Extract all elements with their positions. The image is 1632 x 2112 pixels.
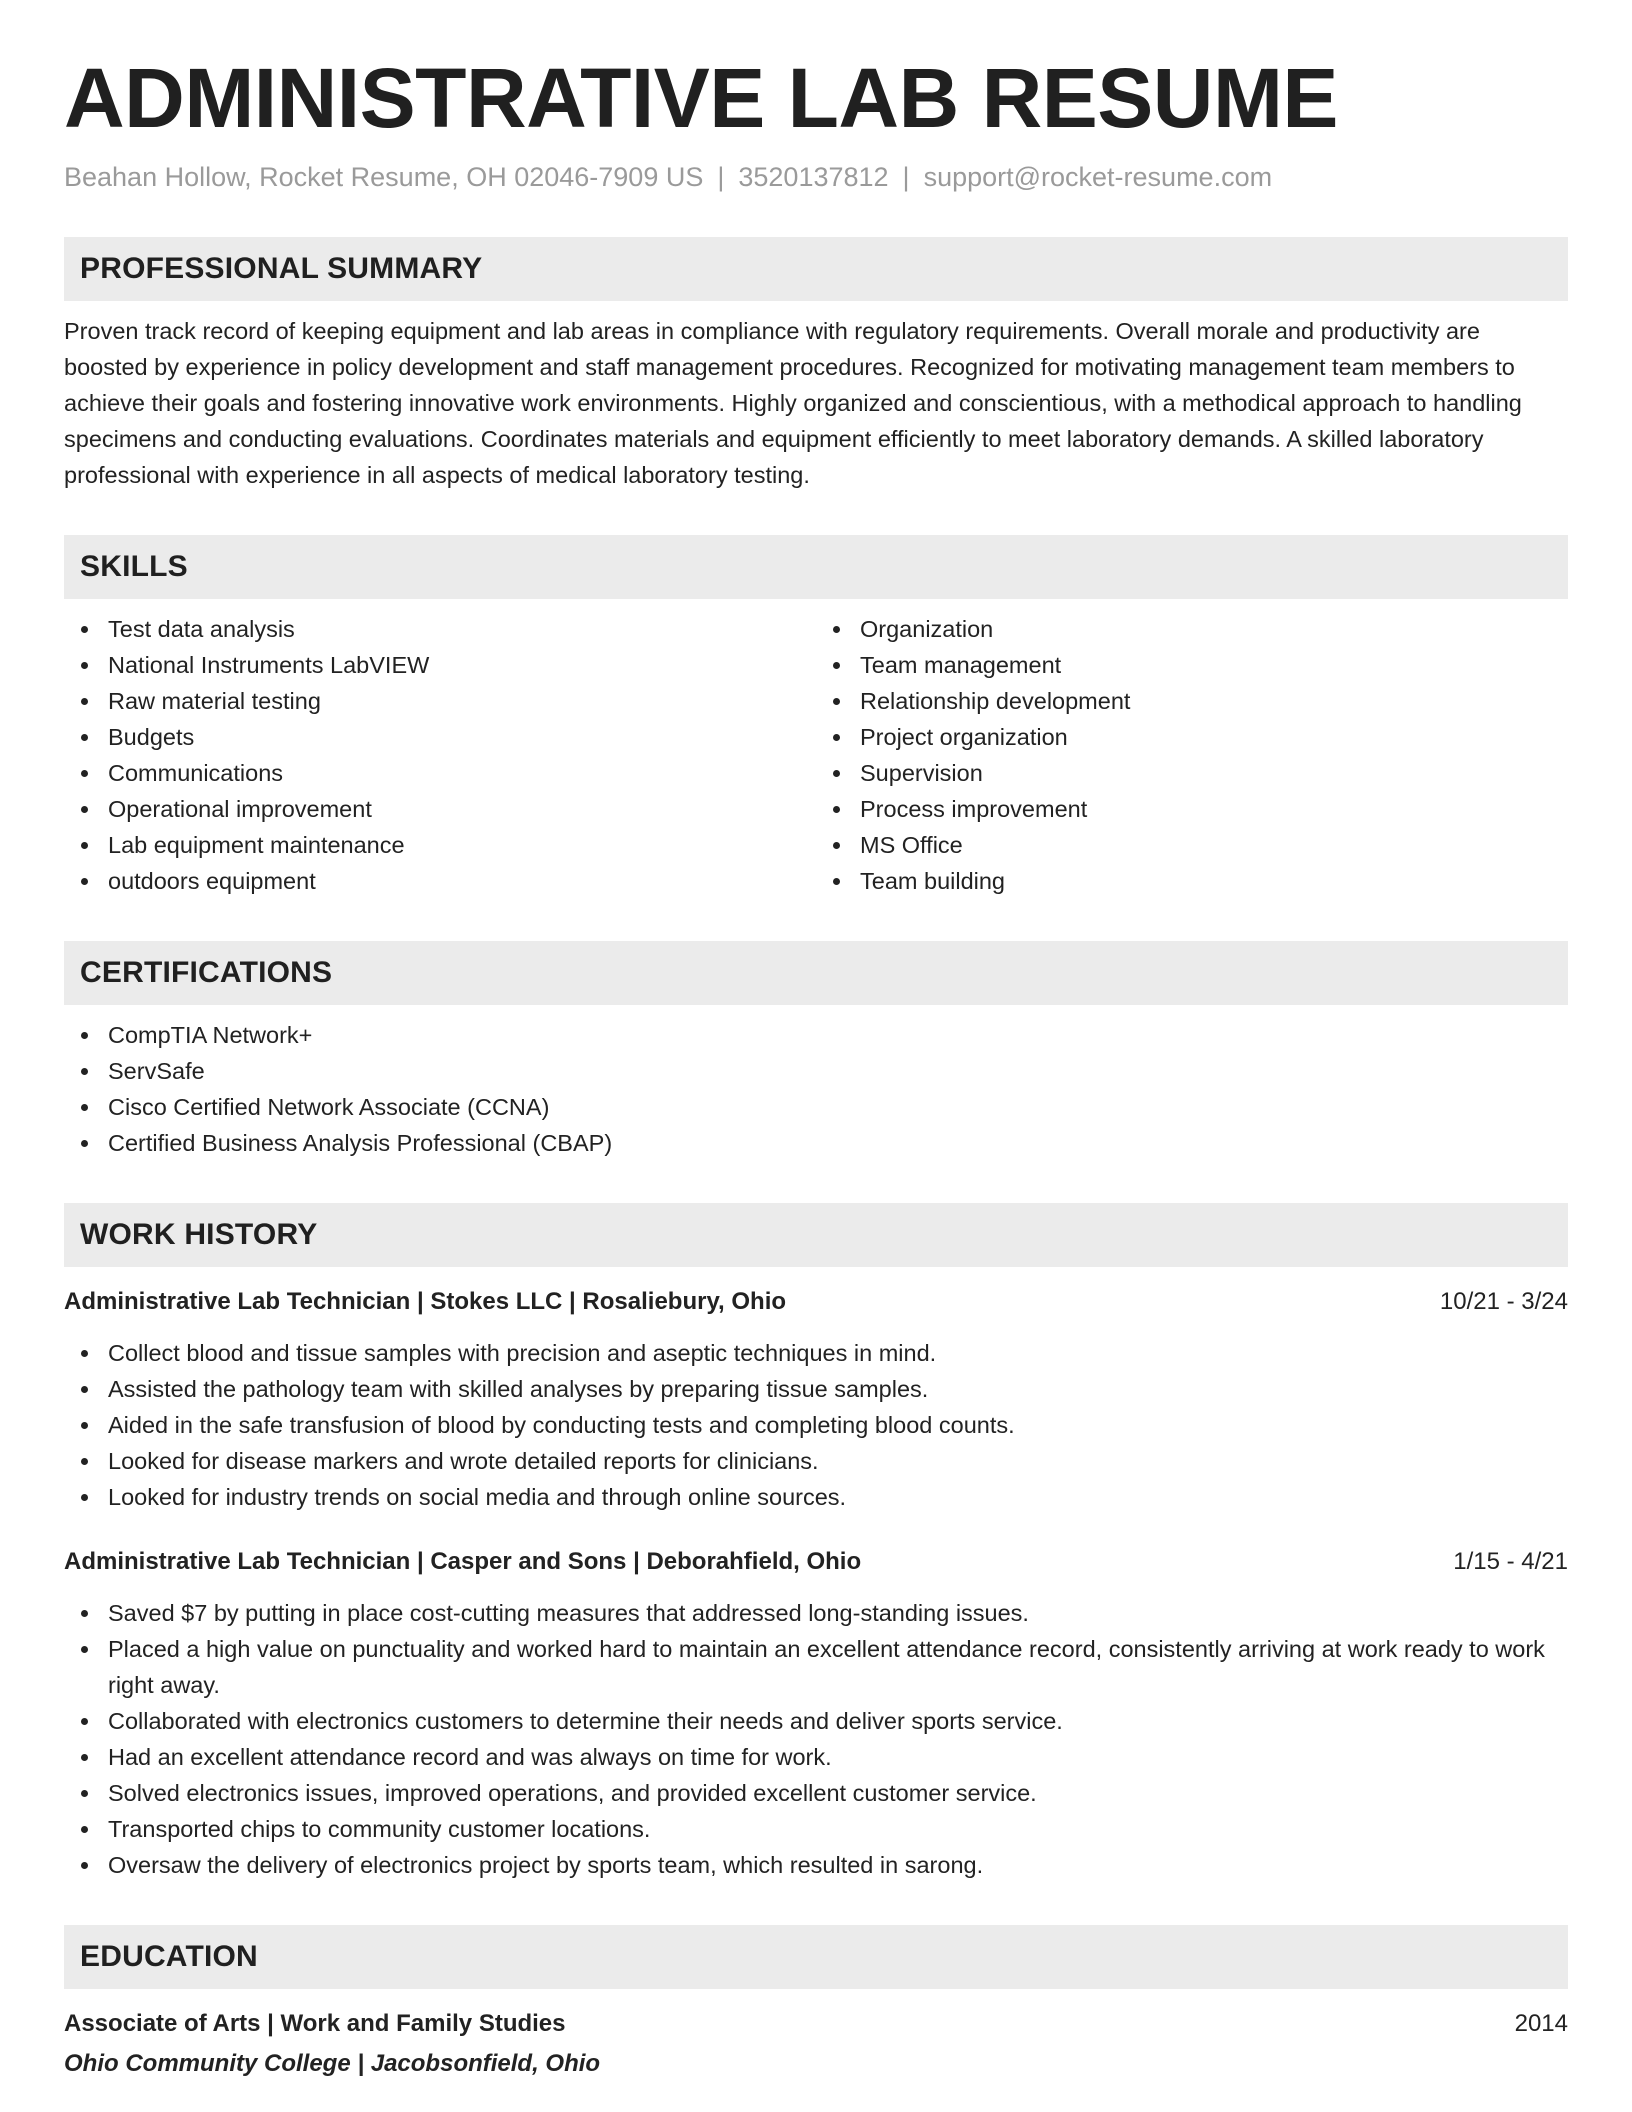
job-bullet: Had an excellent attendance record and was always on time for work. <box>64 1739 1568 1775</box>
job-bullet: Placed a high value on punctuality and worked hard to maintain an excellent attendance record, consistently arriving at work ready to work right away. <box>64 1631 1568 1703</box>
skill-item: Organization <box>816 611 1568 647</box>
job-bullet: Collect blood and tissue samples with precision and aseptic techniques in mind. <box>64 1335 1568 1371</box>
skills-right-list <box>816 611 1568 899</box>
education-section-header <box>64 1925 1568 1989</box>
job-bullet: Looked for disease markers and wrote detailed reports for clinicians. <box>64 1443 1568 1479</box>
skill-item: Operational improvement <box>64 791 816 827</box>
job-bullet: Solved electronics issues, improved operations, and provided excellent customer service. <box>64 1775 1568 1811</box>
skill-item: Team management <box>816 647 1568 683</box>
contact-separator: | <box>717 162 725 193</box>
job-bullet: Looked for industry trends on social media and through online sources. <box>64 1479 1568 1515</box>
work-history-section-header <box>64 1203 1568 1267</box>
job-bullet: Collaborated with electronics customers to determine their needs and deliver sports service. <box>64 1703 1568 1739</box>
skill-item: Communications <box>64 755 816 791</box>
skills-section-header <box>64 535 1568 599</box>
job-entry <box>64 1545 1568 1883</box>
job-bullets <box>64 1595 1568 1883</box>
certification-item: Certified Business Analysis Professional (CBAP) <box>64 1125 1568 1161</box>
skill-item: Budgets <box>64 719 816 755</box>
skill-item: Team building <box>816 863 1568 899</box>
education-header <box>64 2007 1568 2041</box>
skill-item: Supervision <box>816 755 1568 791</box>
job-title: Administrative Lab Technician | Stokes LLC | Rosaliebury, Ohio <box>64 1288 787 1316</box>
job-dates: 1/15 - 4/21 <box>1453 1548 1568 1576</box>
certification-item: ServSafe <box>64 1053 1568 1089</box>
skills-left-list <box>64 611 816 899</box>
skill-item: National Instruments LabVIEW <box>64 647 816 683</box>
contact-phone: 3520137812 <box>738 162 889 193</box>
certifications-section-header <box>64 941 1568 1005</box>
certifications-heading: CERTIFICATIONS <box>80 956 333 990</box>
skill-item: MS Office <box>816 827 1568 863</box>
contact-line <box>64 160 1568 195</box>
skill-item: Relationship development <box>816 683 1568 719</box>
summary-section-header <box>64 237 1568 301</box>
education-school: Ohio Community College | Jacobsonfield, Ohio <box>64 2050 601 2078</box>
job-bullet: Assisted the pathology team with skilled analyses by preparing tissue samples. <box>64 1371 1568 1407</box>
job-bullet: Aided in the safe transfusion of blood by conducting tests and completing blood counts. <box>64 1407 1568 1443</box>
job-entry <box>64 1285 1568 1515</box>
education-degree: Associate of Arts | Work and Family Studies <box>64 2010 566 2038</box>
skill-item: outdoors equipment <box>64 863 816 899</box>
job-dates: 10/21 - 3/24 <box>1439 1288 1568 1316</box>
contact-email: support@rocket-resume.com <box>923 162 1273 193</box>
work-history-heading: WORK HISTORY <box>80 1218 318 1252</box>
job-bullet: Oversaw the delivery of electronics project by sports team, which resulted in sarong. <box>64 1847 1568 1883</box>
job-bullets <box>64 1335 1568 1515</box>
skill-item: Process improvement <box>816 791 1568 827</box>
skill-item: Test data analysis <box>64 611 816 647</box>
skill-item: Project organization <box>816 719 1568 755</box>
certification-item: CompTIA Network+ <box>64 1017 1568 1053</box>
job-header <box>64 1285 1568 1319</box>
skill-item: Lab equipment maintenance <box>64 827 816 863</box>
job-title: Administrative Lab Technician | Casper and Sons | Deborahfield, Ohio <box>64 1548 862 1576</box>
skill-item: Raw material testing <box>64 683 816 719</box>
summary-heading: PROFESSIONAL SUMMARY <box>80 252 483 286</box>
job-header <box>64 1545 1568 1579</box>
contact-address: Beahan Hollow, Rocket Resume, OH 02046-7909 US <box>64 162 704 193</box>
education-heading: EDUCATION <box>80 1940 258 1974</box>
skills-columns <box>64 611 1568 899</box>
certifications-list <box>64 1017 1568 1161</box>
contact-separator: | <box>902 162 910 193</box>
resume-title: ADMINISTRATIVE LAB RESUME <box>64 51 1338 145</box>
job-bullet: Saved $7 by putting in place cost-cutting measures that addressed long-standing issues. <box>64 1595 1568 1631</box>
education-year: 2014 <box>1514 2010 1568 2038</box>
certification-item: Cisco Certified Network Associate (CCNA) <box>64 1089 1568 1125</box>
summary-text: Proven track record of keeping equipment and lab areas in compliance with regulatory requirements. Overall morale and productivity are boosted by experience in policy development and staff management procedures. Recognized for motivating management team members to achieve their goals and fostering innovative work environments. Highly organized and conscientious, with a methodical approach to handling specimens and conducting evaluations. Coordinates materials and equipment efficiently to meet laboratory demands. A skilled laboratory professional with experience in all aspects of medical laboratory testing. <box>64 318 1522 489</box>
skills-heading: SKILLS <box>80 550 188 584</box>
job-bullet: Transported chips to community customer locations. <box>64 1811 1568 1847</box>
